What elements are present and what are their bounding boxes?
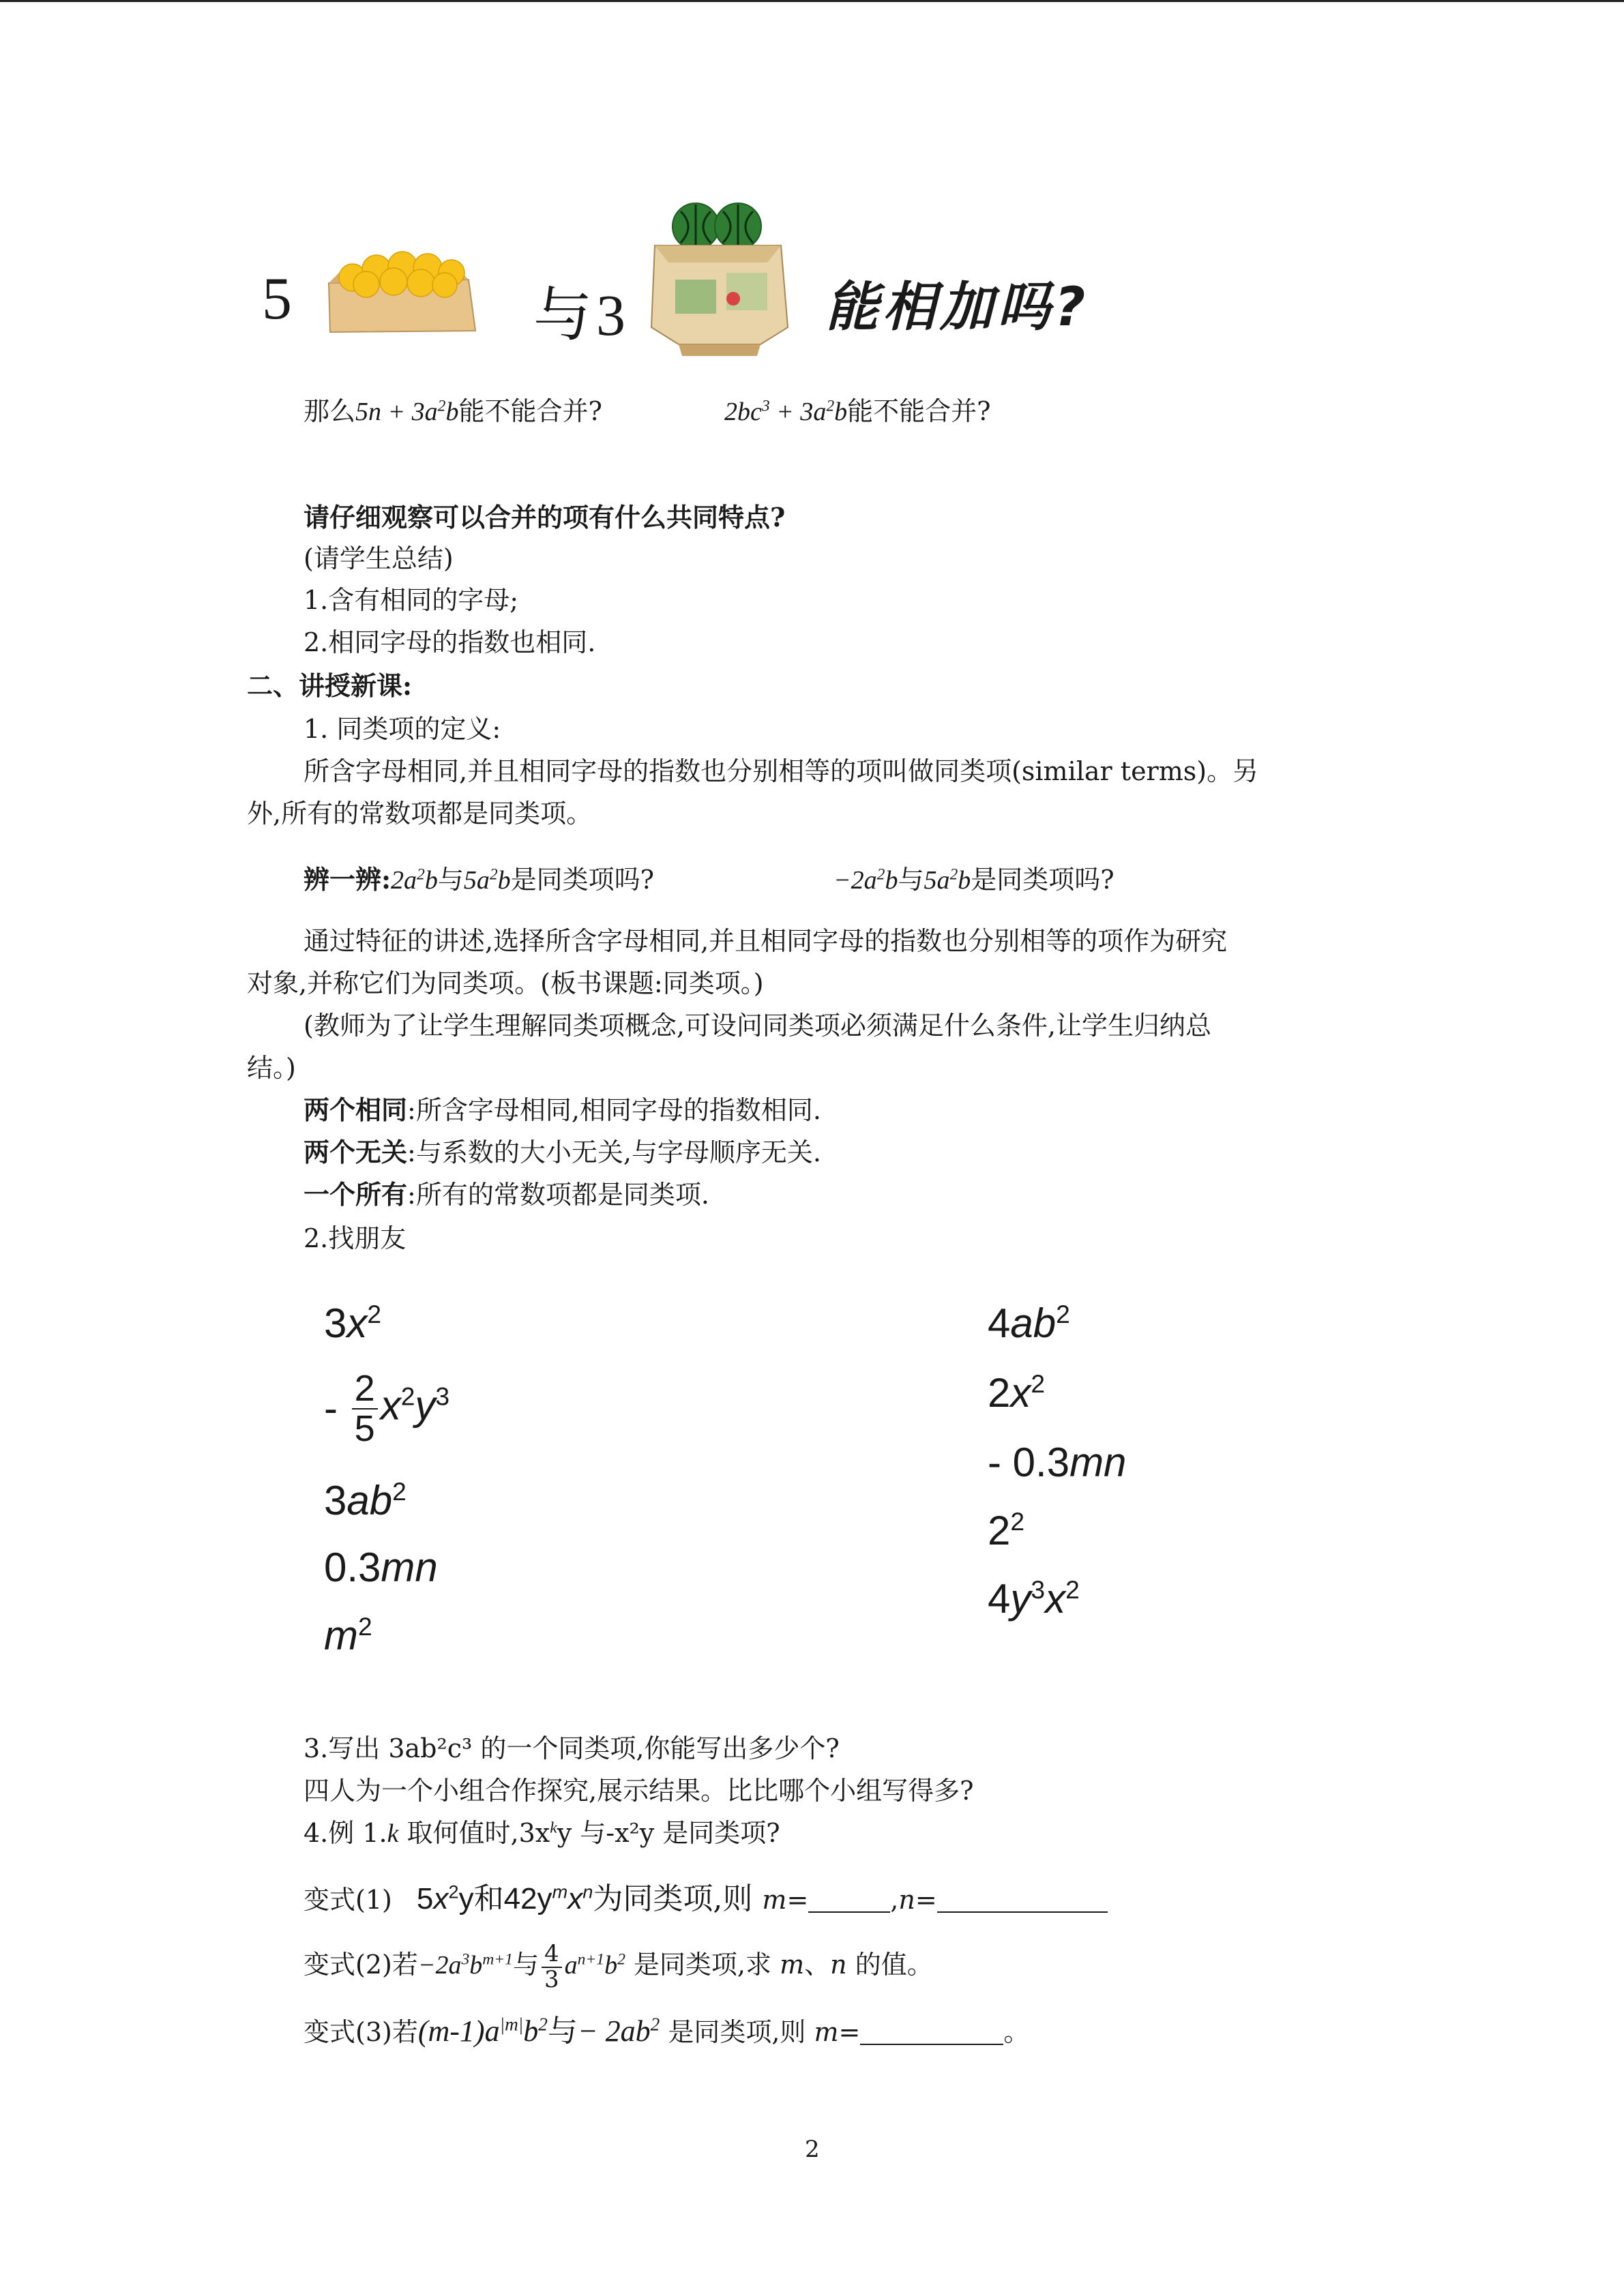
definition-line-2: 外,所有的常数项都是同类项。 xyxy=(247,799,593,829)
variant-3-line xyxy=(304,2016,1029,2048)
connector-text: 与3 xyxy=(533,282,630,348)
rule-two-same xyxy=(304,1094,821,1126)
merge-question-mid: 能不能合并? xyxy=(458,396,602,426)
summary-note: (请学生总结) xyxy=(304,543,454,573)
distinguish-with-1: 与 xyxy=(437,865,464,895)
term-neg-0-3mn: - 0.3mn xyxy=(988,1440,1127,1485)
paragraph-2-line-1: (教师为了让学生理解同类项概念,可设问同类项必须满足什么条件,让学生归纳总 xyxy=(304,1011,1211,1041)
term-neg-2-5-x2y3: - $\frac{2}{5}$ $x^2y^3$ xyxy=(324,1368,450,1449)
distinguish-question-1: 是同类项吗? xyxy=(510,865,654,895)
top-border xyxy=(0,0,1624,2)
term-4y3x2: $4y^3x^2$ xyxy=(988,1575,1080,1622)
rule-two-unrelated-text: :与系数的大小无关,与字母顺序无关. xyxy=(407,1137,821,1167)
variant-3-m-blank[interactable] xyxy=(860,2021,1003,2045)
variant-3-end: 。 xyxy=(1003,2017,1030,2047)
term-2-squared: $2^2$ xyxy=(988,1507,1025,1553)
variant-1-m-label: m= xyxy=(762,1885,809,1915)
example-1-tail: y 与-x²y 是同类项? xyxy=(557,1818,780,1848)
definition-line-1: 所含字母相同,并且相同字母的指数也分别相等的项叫做同类项(similar terms)。另 xyxy=(304,756,1259,786)
variant-1-and: 和 xyxy=(473,1881,504,1916)
section-2-title: 二、讲授新课: xyxy=(247,670,413,701)
variant-2-expr-b: $a^{n+1}b^2$ xyxy=(564,1950,625,1980)
variant-2-label: 变式(2)若 xyxy=(304,1950,418,1980)
variant-2-line xyxy=(304,1942,933,1992)
variant-1-tail: 为同类项,则 xyxy=(593,1881,763,1916)
expr-5n-plus-3a2b: $5n + 3a^2b$ xyxy=(355,397,459,426)
paragraph-1-line-2: 对象,并称它们为同类项。(板书课题:同类项。) xyxy=(247,968,764,998)
variant-1-n-label: n= xyxy=(898,1885,937,1915)
rule-two-same-label: 两个相同 xyxy=(304,1094,408,1125)
merge-question-line xyxy=(304,396,602,428)
variant-3-m-label: m= xyxy=(814,2017,861,2047)
definition-title: 1. 同类项的定义: xyxy=(304,714,501,744)
observe-heading: 请仔细观察可以合并的项有什么共同特点? xyxy=(304,502,786,533)
variant-3-expr-b: − $2ab^2$ xyxy=(577,2014,660,2048)
distinguish-question-2: 是同类项吗? xyxy=(971,865,1114,895)
variant-1-sep: , xyxy=(890,1885,899,1915)
expr-5a2b-2: $5a^2b$ xyxy=(924,865,971,895)
point-2: 2.相同字母的指数也相同. xyxy=(304,627,596,657)
watermelon-box-image xyxy=(648,198,791,358)
variant-3-label: 变式(3)若 xyxy=(304,2017,418,2047)
variant-3-expr-a: $(m-1)a^{|m|}b^2$ xyxy=(417,2014,548,2048)
distinguish-with-2: 与 xyxy=(898,865,924,895)
variant-2-tail: 是同类项,求 xyxy=(625,1950,780,1980)
term-3x2: $3x^2$ xyxy=(324,1300,382,1346)
variant-2-dun: 、 xyxy=(804,1950,831,1980)
distinguish-label: 辨一辨: xyxy=(304,864,392,895)
term-m2: $m^2$ xyxy=(324,1612,372,1658)
merge-question-line-2 xyxy=(724,396,990,428)
rule-one-all-text: :所有的常数项都是同类项. xyxy=(407,1180,709,1210)
paragraph-2-line-2: 结。) xyxy=(247,1053,296,1083)
variant-1-expr-b: $42y^mx^n$ xyxy=(503,1881,593,1915)
example-1-mid: 取何值时,3x xyxy=(398,1818,550,1848)
find-friends-title: 2.找朋友 xyxy=(304,1223,407,1253)
exercise-3-line-2: 四人为一个小组合作探究,展示结果。比比哪个小组写得多? xyxy=(304,1776,974,1806)
rule-two-unrelated-label: 两个无关 xyxy=(304,1137,408,1167)
variant-3-tail: 是同类项,则 xyxy=(660,2017,814,2047)
term-4ab2: $4ab^2$ xyxy=(988,1300,1070,1346)
page-number: 2 xyxy=(805,2136,820,2163)
paragraph-1-line-1: 通过特征的讲述,选择所含字母相同,并且相同字母的指数也分别相等的项作为研究 xyxy=(304,926,1228,956)
variant-2-end: 的值。 xyxy=(846,1950,933,1980)
expr-neg-2a2b: $-2a^2b$ xyxy=(833,865,898,895)
term-2x2: $2x^2$ xyxy=(988,1369,1046,1416)
rule-one-all-label: 一个所有 xyxy=(304,1179,408,1210)
expr-5a2b: $5a^2b$ xyxy=(463,865,511,895)
term-0-3mn: 0.3mn xyxy=(324,1545,438,1590)
fraction-4-3: $\frac{4}{3}$ xyxy=(542,1942,562,1992)
example-1-k: k xyxy=(387,1819,399,1848)
variant-3-with: 与 xyxy=(547,2014,578,2048)
expr-2a2b: $2a^2b$ xyxy=(391,865,438,895)
term-3ab2: $3ab^2$ xyxy=(324,1477,407,1523)
rule-one-all xyxy=(304,1179,709,1210)
variant-2-m: m xyxy=(780,1950,805,1980)
number-five: 5 xyxy=(262,266,292,332)
variant-2-with: 与 xyxy=(512,1950,539,1980)
variant-1-n-blank[interactable] xyxy=(937,1888,1108,1913)
can-add-question: 能相加吗? xyxy=(825,277,1090,338)
variant-2-n: n xyxy=(830,1950,847,1980)
variant-1-expr-a: $5x^2y$ xyxy=(416,1881,474,1915)
orange-box-image xyxy=(322,242,479,334)
distinguish-line xyxy=(304,864,654,896)
rule-two-unrelated xyxy=(304,1137,821,1168)
variant-1-label: 变式(1) xyxy=(304,1885,392,1915)
merge-question-tail: 能不能合并? xyxy=(847,396,991,426)
exercise-3-line-1: 3.写出 3ab²c³ 的一个同类项,你能写出多少个? xyxy=(304,1733,840,1763)
example-1-line xyxy=(304,1817,780,1849)
variant-1-line xyxy=(304,1883,1108,1915)
variant-2-expr-a: $-2a^3b^{m+1}$ xyxy=(417,1950,513,1980)
rule-two-same-text: :所含字母相同,相同字母的指数相同. xyxy=(407,1095,821,1125)
point-1: 1.含有相同的字母; xyxy=(304,585,519,615)
distinguish-line-2 xyxy=(833,864,1114,896)
variant-1-m-blank[interactable] xyxy=(808,1888,890,1913)
example-1-prefix: 4.例 1. xyxy=(304,1818,387,1848)
example-1-exp-k: k xyxy=(550,1819,557,1837)
expr-2bc3-plus-3a2b: $2bc^3 + 3a^2b$ xyxy=(724,397,848,426)
merge-question-lead: 那么 xyxy=(304,396,356,426)
